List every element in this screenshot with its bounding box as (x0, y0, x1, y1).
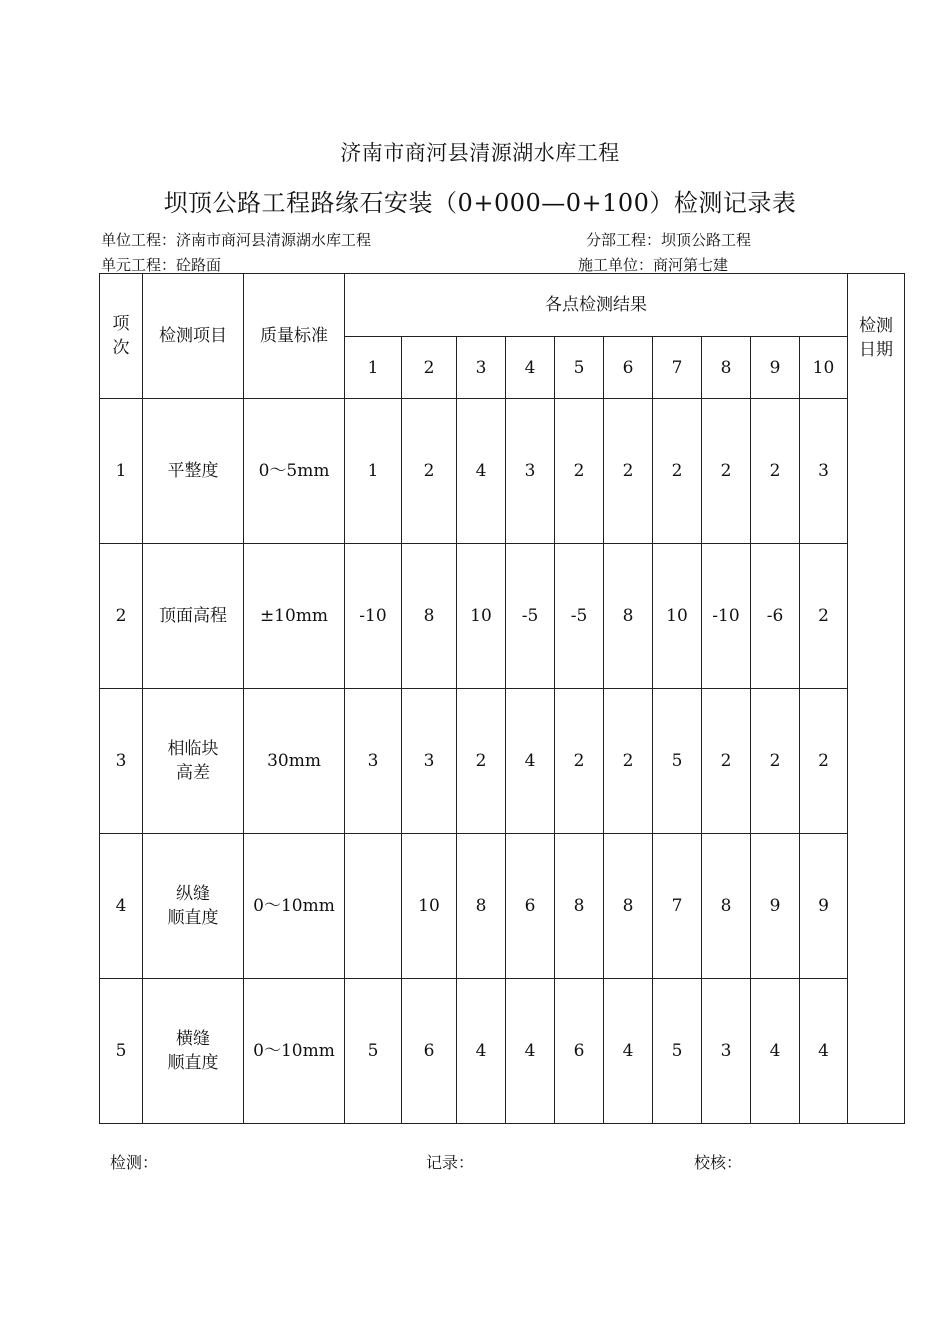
value-cell: 5 (653, 979, 702, 1124)
value-cell: -5 (506, 544, 555, 689)
point-header: 10 (800, 337, 848, 399)
value-cell: 6 (402, 979, 457, 1124)
value-cell: 5 (653, 689, 702, 834)
header-row-1 (100, 274, 905, 337)
division-project: 分部工程：坝顶公路工程 (586, 231, 752, 249)
row-seq: 2 (100, 544, 143, 689)
value-cell: 2 (604, 689, 653, 834)
value-cell: 4 (604, 979, 653, 1124)
header-seq-line1: 项 (112, 314, 130, 334)
value-cell: -10 (702, 544, 751, 689)
point-header: 1 (345, 337, 402, 399)
header-date-line1: 检测 (859, 316, 893, 336)
point-header: 8 (702, 337, 751, 399)
row-seq: 4 (100, 834, 143, 979)
row-seq: 3 (100, 689, 143, 834)
project-title: 济南市商河县清源湖水库工程 (340, 141, 620, 165)
value-cell: 8 (402, 544, 457, 689)
row-seq: 1 (100, 399, 143, 544)
value-cell: 2 (800, 689, 848, 834)
value-cell: 2 (653, 399, 702, 544)
value-cell: 9 (800, 834, 848, 979)
value-cell: 2 (555, 689, 604, 834)
value-cell: 2 (702, 399, 751, 544)
value-cell: 8 (604, 544, 653, 689)
value-cell: 2 (604, 399, 653, 544)
value-cell: 10 (653, 544, 702, 689)
date-column (848, 274, 905, 1124)
value-cell: 10 (457, 544, 506, 689)
value-cell: 2 (751, 689, 800, 834)
table-row (100, 544, 905, 689)
header-item: 检测项目 (143, 274, 244, 399)
value-cell (345, 834, 402, 979)
row-item-line: 顶面高程 (159, 606, 227, 626)
point-header: 4 (506, 337, 555, 399)
inspection-table (99, 273, 905, 1124)
value-cell: -6 (751, 544, 800, 689)
value-cell: 7 (653, 834, 702, 979)
value-cell: -5 (555, 544, 604, 689)
value-cell: 4 (751, 979, 800, 1124)
footer-record: 记录： (426, 1153, 475, 1172)
value-cell: 2 (457, 689, 506, 834)
value-cell: 4 (506, 979, 555, 1124)
value-cell: 2 (751, 399, 800, 544)
footer-inspect: 检测： (110, 1153, 159, 1172)
value-cell: 10 (402, 834, 457, 979)
point-header: 7 (653, 337, 702, 399)
value-cell: 2 (702, 689, 751, 834)
row-standard: ±10mm (244, 544, 345, 689)
table-row (100, 689, 905, 834)
row-standard: 0～10mm (244, 834, 345, 979)
unit-project: 单位工程：济南市商河县清源湖水库工程 (101, 231, 372, 249)
row-item-line: 高差 (176, 763, 210, 783)
point-header: 6 (604, 337, 653, 399)
contractor: 施工单位：商河第七建 (578, 256, 729, 274)
header-results: 各点检测结果 (345, 274, 848, 337)
point-header: 2 (402, 337, 457, 399)
value-cell: 3 (345, 689, 402, 834)
row-item-line: 相临块 (167, 739, 219, 759)
table-row (100, 979, 905, 1124)
value-cell: 9 (751, 834, 800, 979)
value-cell: 3 (506, 399, 555, 544)
value-cell: 4 (506, 689, 555, 834)
row-item (143, 544, 244, 689)
value-cell: 3 (800, 399, 848, 544)
footer-review: 校核： (694, 1153, 743, 1172)
value-cell: 5 (345, 979, 402, 1124)
row-item-line: 顺直度 (167, 908, 219, 928)
form-title: 坝顶公路工程路缘石安装（0+000—0+100）检测记录表 (163, 189, 797, 217)
value-cell: 1 (345, 399, 402, 544)
table-row (100, 834, 905, 979)
element-project: 单元工程：砼路面 (101, 256, 222, 274)
row-item-line: 平整度 (167, 461, 219, 481)
point-header: 5 (555, 337, 604, 399)
value-cell: 8 (457, 834, 506, 979)
point-header: 3 (457, 337, 506, 399)
value-cell: 8 (555, 834, 604, 979)
row-seq: 5 (100, 979, 143, 1124)
row-item (143, 399, 244, 544)
header-date-line2: 日期 (859, 340, 893, 360)
row-standard: 30mm (244, 689, 345, 834)
header-seq (100, 274, 143, 399)
value-cell: 2 (800, 544, 848, 689)
value-cell: 3 (702, 979, 751, 1124)
row-item-line: 横缝 (176, 1029, 210, 1049)
value-cell: 8 (702, 834, 751, 979)
value-cell: 4 (800, 979, 848, 1124)
value-cell: 4 (457, 979, 506, 1124)
row-item (143, 979, 244, 1124)
row-item (143, 689, 244, 834)
header-seq-line2: 次 (112, 338, 130, 358)
value-cell: 6 (555, 979, 604, 1124)
row-standard: 0～10mm (244, 979, 345, 1124)
row-item-line: 顺直度 (167, 1053, 219, 1073)
value-cell: -10 (345, 544, 402, 689)
value-cell: 6 (506, 834, 555, 979)
header-standard: 质量标准 (244, 274, 345, 399)
row-standard: 0～5mm (244, 399, 345, 544)
table-row (100, 399, 905, 544)
value-cell: 2 (555, 399, 604, 544)
value-cell: 4 (457, 399, 506, 544)
value-cell: 8 (604, 834, 653, 979)
value-cell: 2 (402, 399, 457, 544)
row-item (143, 834, 244, 979)
row-item-line: 纵缝 (176, 884, 210, 904)
point-header: 9 (751, 337, 800, 399)
value-cell: 3 (402, 689, 457, 834)
